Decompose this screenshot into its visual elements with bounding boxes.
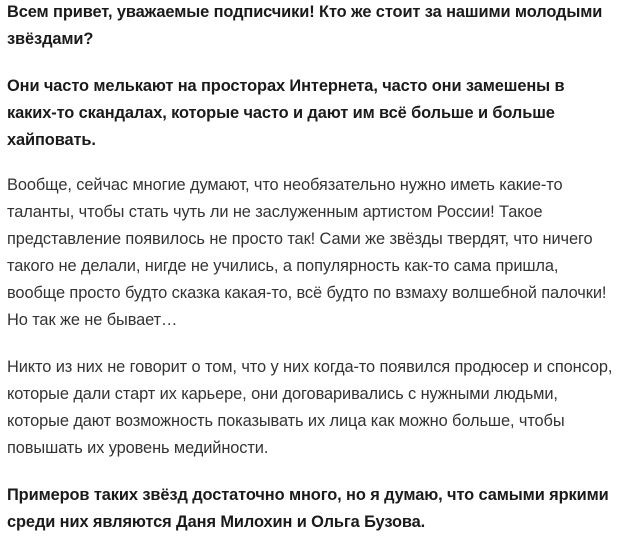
paragraph-examples: Примеров таких звёзд достаточно много, но я думаю, что самыми яркими среди них являются Даня Милохин и Ольга Бузова. xyxy=(7,486,609,531)
paragraph-talents: Вообще, сейчас многие думают, что необязательно нужно иметь какие-то таланты, чтобы стать чуть ли не заслуженным артистом России! Такое представление появилось не просто так! Сами же звёзды твердят, что ничего такого не делали, нигде не учились, а популярность как-то сама пришла, вообще просто будто сказка какая-то, всё будто по взмаху волшебной палочки! Но так же не бывает… xyxy=(7,176,607,329)
paragraph-intro: Всем привет, уважаемые подписчики! Кто же стоит за нашими молодыми звёздами? xyxy=(7,3,603,48)
paragraph-scandals: Они часто мелькают на просторах Интернета, часто они замешены в каких-то скандалах, которые часто и дают им всё больше и больше хайповать. xyxy=(7,77,565,149)
paragraph-producers: Никто из них не говорит о том, что у них когда-то появился продюсер и спонсор, которые дали старт их карьере, они договаривались с нужными людьми, которые дают возможность показывать их лица как можно больше, чтобы повышать их уровень медийности. xyxy=(7,358,613,457)
